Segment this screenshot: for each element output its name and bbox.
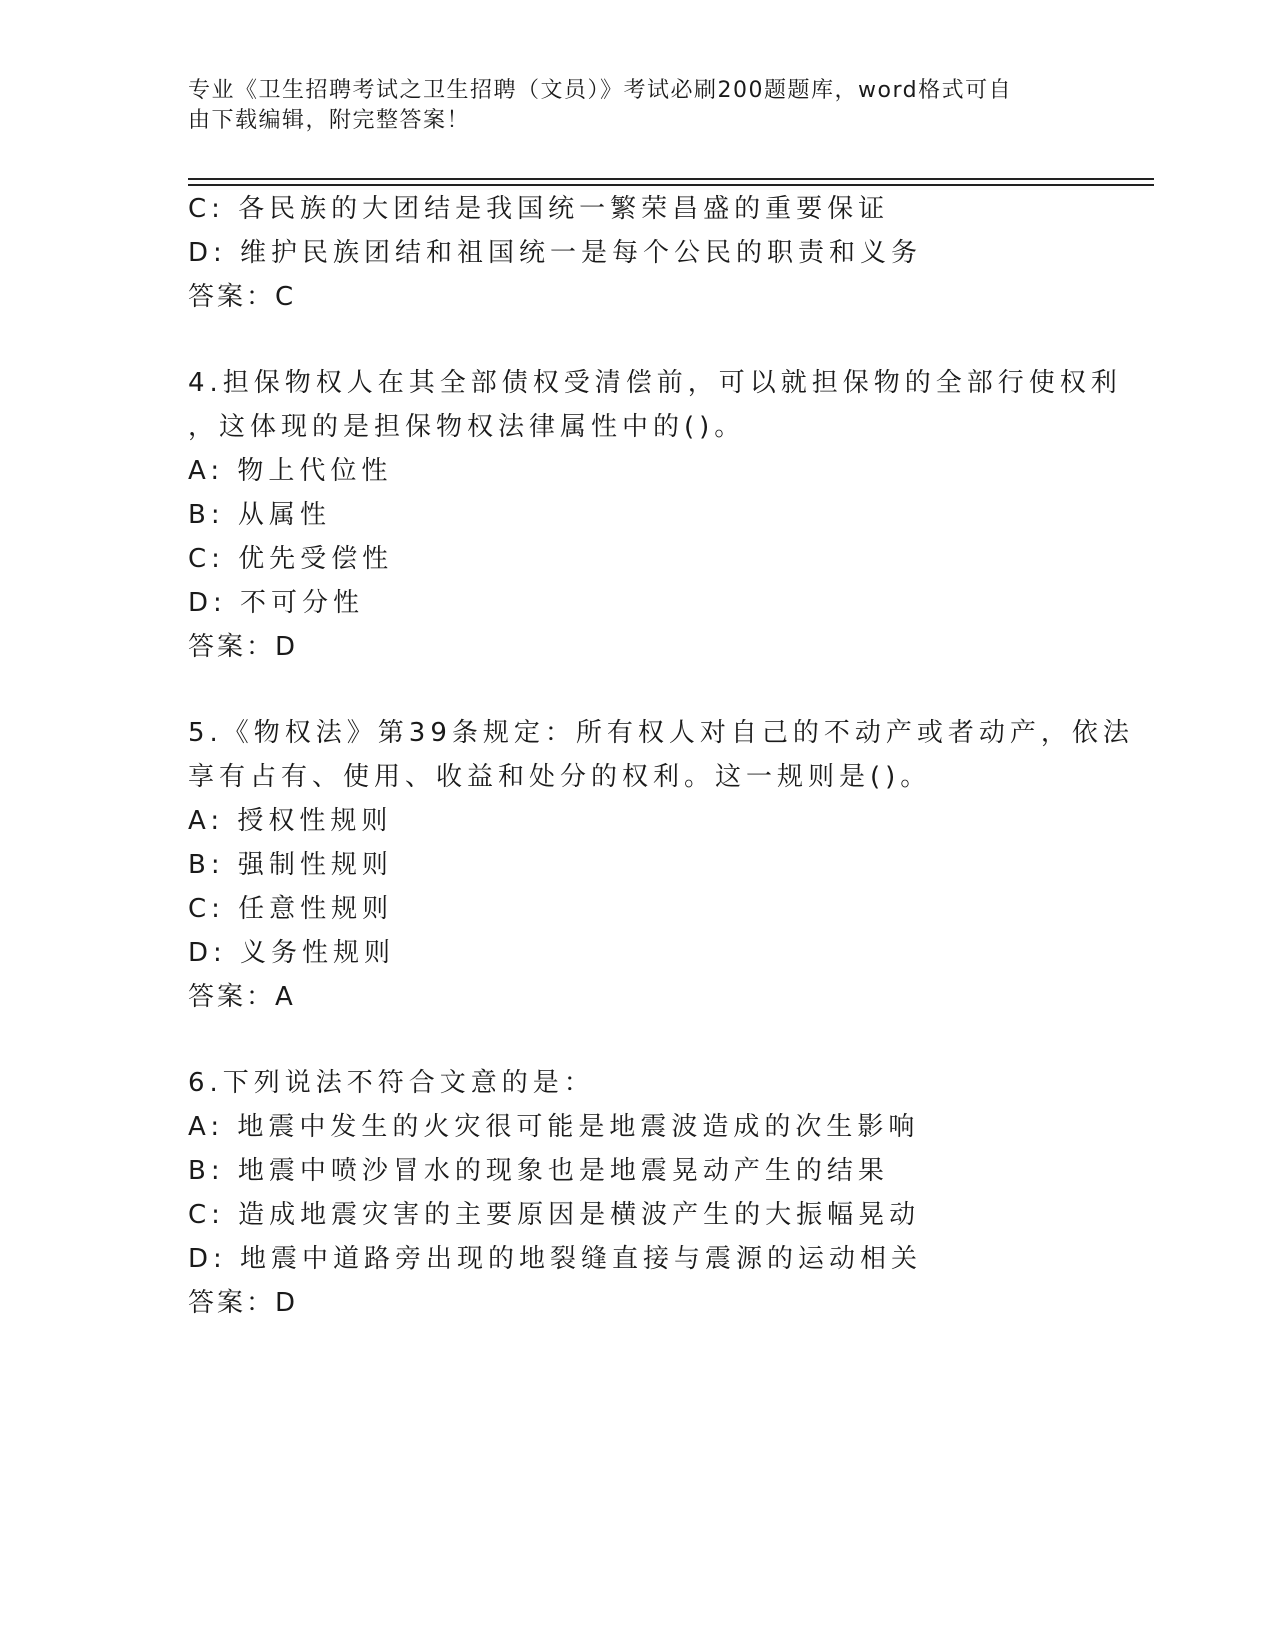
q6-option-c: C: 造成地震灾害的主要原因是横波产生的大振幅晃动: [188, 1200, 921, 1230]
header-line-1: 专业《卫生招聘考试之卫生招聘（文员）》考试必刷200题题库，word格式可自: [188, 78, 1013, 103]
q3-option-d: D: 维护民族团结和祖国统一是每个公民的职责和义务: [188, 238, 923, 268]
q3-answer: 答案：C: [188, 282, 297, 312]
header-divider-top: [188, 178, 1154, 180]
q6-answer: 答案：D: [188, 1288, 299, 1318]
q4-stem-line-2: ，这体现的是担保物权法律属性中的()。: [188, 412, 746, 442]
q5-answer: 答案：A: [188, 982, 296, 1012]
q6-option-b: B: 地震中喷沙冒水的现象也是地震晃动产生的结果: [188, 1156, 889, 1186]
header-divider-bottom: [188, 184, 1154, 186]
q4-option-c: C: 优先受偿性: [188, 544, 394, 574]
q4-stem-line-1: 4.担保物权人在其全部债权受清偿前，可以就担保物的全部行使权利: [188, 368, 1122, 398]
q3-option-c: C: 各民族的大团结是我国统一繁荣昌盛的重要保证: [188, 194, 890, 224]
q4-answer: 答案：D: [188, 632, 299, 662]
q5-option-d: D: 义务性规则: [188, 938, 396, 968]
q6-option-a: A: 地震中发生的火灾很可能是地震波造成的次生影响: [188, 1112, 920, 1142]
header-line-2: 由下载编辑，附完整答案！: [188, 108, 471, 133]
q5-option-c: C: 任意性规则: [188, 894, 394, 924]
q6-option-d: D: 地震中道路旁出现的地裂缝直接与震源的运动相关: [188, 1244, 923, 1274]
q5-stem-line-2: 享有占有、使用、收益和处分的权利。这一规则是()。: [188, 762, 932, 792]
q4-option-b: B: 从属性: [188, 500, 331, 530]
q4-option-a: A: 物上代位性: [188, 456, 393, 486]
document-header: [188, 76, 1088, 136]
q6-stem-line-1: 6.下列说法不符合文意的是：: [188, 1068, 595, 1098]
q5-option-a: A: 授权性规则: [188, 806, 393, 836]
q5-option-b: B: 强制性规则: [188, 850, 393, 880]
q5-stem-line-1: 5.《物权法》第39条规定：所有权人对自己的不动产或者动产，依法: [188, 718, 1134, 748]
q4-option-d: D: 不可分性: [188, 588, 365, 618]
